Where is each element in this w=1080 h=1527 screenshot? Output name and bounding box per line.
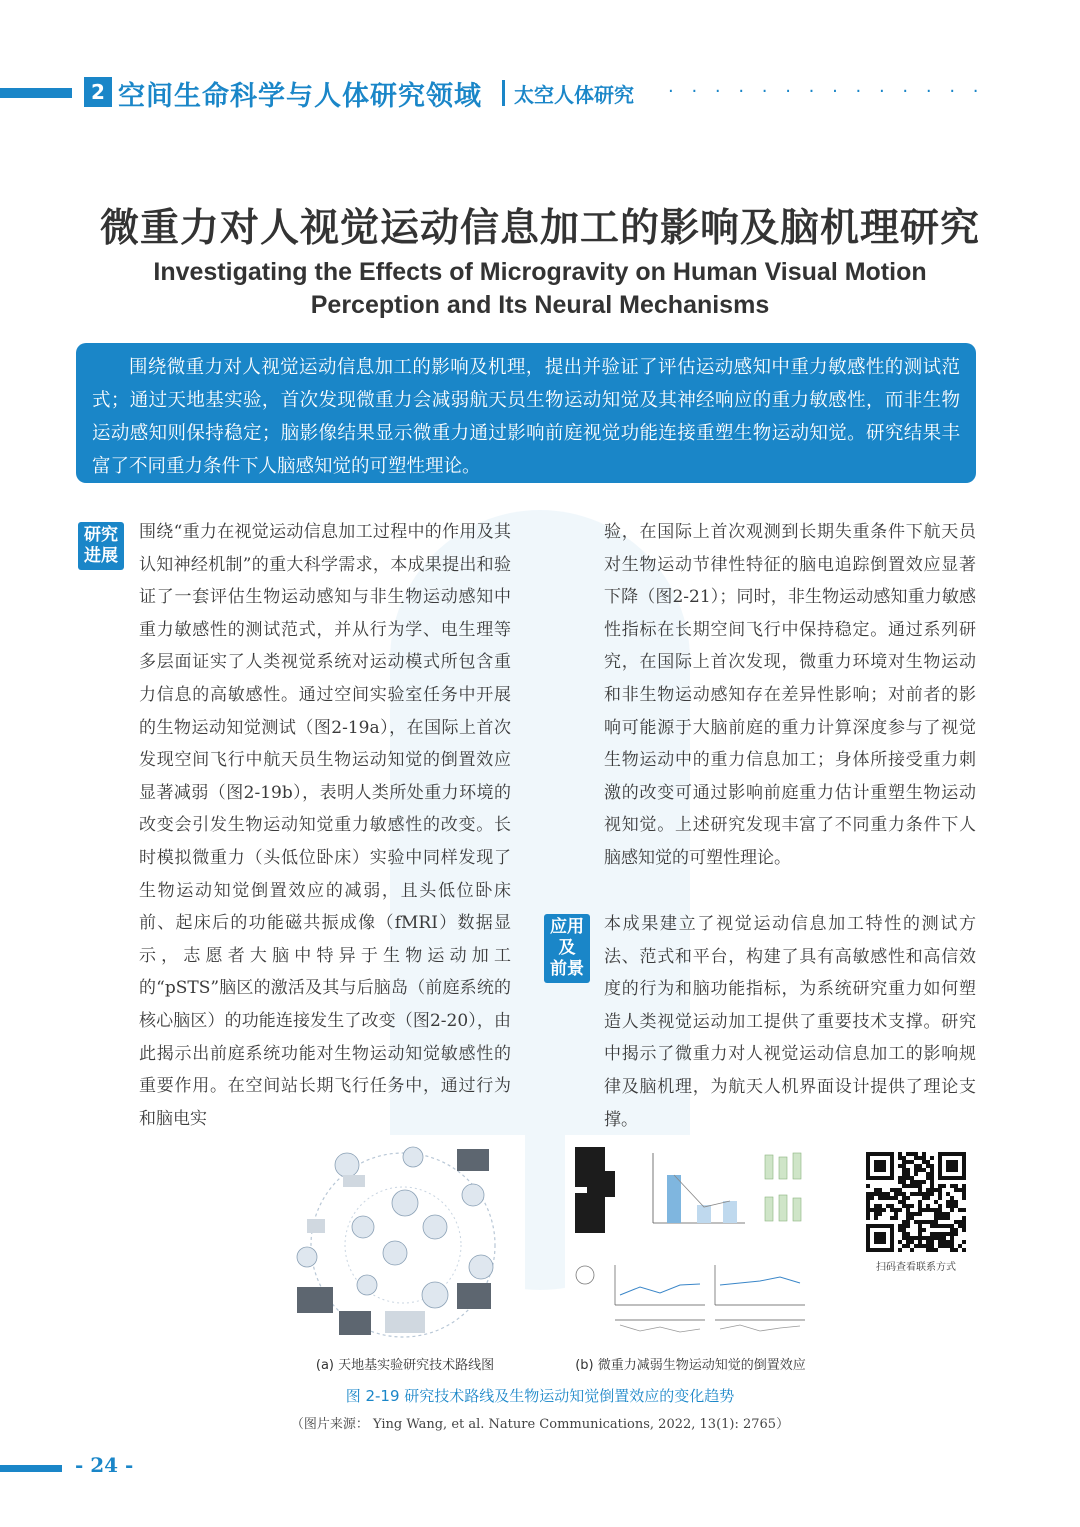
title-chinese: 微重力对人视觉运动信息加工的影响及脑机理研究 bbox=[99, 206, 980, 251]
tag-research-line1: 研究 bbox=[84, 525, 118, 545]
tag-apply-line2: 及 bbox=[558, 938, 576, 958]
figure-a-roadmap-diagram bbox=[285, 1135, 525, 1350]
header-separator bbox=[502, 80, 505, 106]
body-right-column-top: 验，在国际上首次观测到长期失重条件下航天员对生物运动节律性特征的脑电追踪倒置效应显著下降（图2-21）；同时，非生物运动感知重力敏感性指标在长期空间飞行中保持稳定。通过系列研究，在国际上首次发现，微重力环境对生物运动和非生物运动感知存在差异性影响；对前者的影响可能源于大脑前庭的重力计算深度参与了视觉生物运动中的重力信息加工；身体所接受重力刺激的改变可通过影响前庭重力估计重塑生物运动视知觉。上述研究发现丰富了不同重力条件下人脑感知觉的可塑性理论。 bbox=[604, 522, 976, 868]
figure-title: 图 2-19 研究技术路线及生物运动知觉倒置效应的变化趋势 bbox=[345, 1387, 735, 1405]
header-accent-bar bbox=[0, 88, 72, 98]
tag-apply-line1: 应用 bbox=[550, 917, 584, 937]
tag-apply-line3: 前景 bbox=[550, 959, 584, 979]
page-number: - 24 - bbox=[75, 1453, 134, 1477]
figure-a-caption: (a) 天地基实验研究技术路线图 bbox=[315, 1358, 495, 1373]
figure-b-inversion-effect-plots bbox=[565, 1135, 815, 1350]
section-title: 空间生命科学与人体研究领域 bbox=[118, 81, 482, 112]
title-english-line1: Investigating the Effects of Microgravity on Human Visual Motion bbox=[153, 258, 927, 286]
footer-accent-bar bbox=[0, 1465, 62, 1472]
section-number: 2 bbox=[84, 77, 112, 107]
body-right-column-bottom: 本成果建立了视觉运动信息加工特性的测试方法、范式和平台，构建了具有高敏感性和高信效度的行为和脑功能指标，为系统研究重力如何塑造人类视觉运动加工提供了重要技术支撑。研究中揭示了微重力对人视觉运动信息加工的影响规律及脑机理，为航天人机界面设计提供了理论支撑。 bbox=[604, 914, 976, 1130]
abstract-box: 围绕微重力对人视觉运动信息加工的影响及机理，提出并验证了评估运动感知中重力敏感性的测试范式；通过天地基实验，首次发现微重力会减弱航天员生物运动知觉及其神经响应的重力敏感性，而非生物运动感知则保持稳定；脑影像结果显示微重力通过影响前庭视觉功能连接重塑生物运动知觉。研究结果丰富了不同重力条件下人脑感知觉的可塑性理论。 bbox=[76, 343, 976, 483]
tag-research-progress bbox=[78, 522, 124, 570]
figure-b-caption: (b) 微重力减弱生物运动知觉的倒置效应 bbox=[575, 1358, 806, 1373]
title-english bbox=[60, 256, 1020, 322]
header-dots: · · · · · · · · · · · · · · bbox=[668, 81, 985, 102]
tag-application-prospects bbox=[544, 914, 590, 983]
body-left-column: 围绕“重力在视觉运动信息加工过程中的作用及其认知神经机制”的重大科学需求，本成果提出和验证了一套评估生物运动感知与非生物运动感知中重力敏感性的测试范式，并从行为学、电生理等多层面证实了人类视觉系统对运动模式所包含重力信息的高敏感性。通过空间实验室任务中开展的生物运动知觉测试（图2-19a），在国际上首次发现空间飞行中航天员生物运动知觉的倒置效应显著减弱（图2-19b），表明人类所处重力环境的改变会引发生物运动知觉重力敏感性的改变。长时模拟微重力（头低位卧床）实验中同样发现了生物运动知觉倒置效应的减弱，且头低位卧床前、起床后的功能磁共振成像（fMRI）数据显示，志愿者大脑中特异于生物运动加工的“pSTS”脑区的激活及其与后脑岛（前庭系统的核心脑区）的功能连接发生了改变（图2-20），由此揭示出前庭系统功能对生物运动知觉敏感性的重要作用。在空间站长期飞行任务中，通过行为和脑电实 bbox=[139, 522, 511, 1129]
figure-source: （图片来源： Ying Wang, et al. Nature Communications, 2022, 13(1): 2765） bbox=[290, 1417, 790, 1432]
title-english-line2: Perception and Its Neural Mechanisms bbox=[310, 291, 770, 319]
subsection-title: 太空人体研究 bbox=[514, 83, 634, 107]
qr-code[interactable] bbox=[866, 1152, 966, 1252]
qr-caption: 扫码查看联系方式 bbox=[876, 1262, 956, 1273]
tag-research-line2: 进展 bbox=[84, 546, 118, 566]
